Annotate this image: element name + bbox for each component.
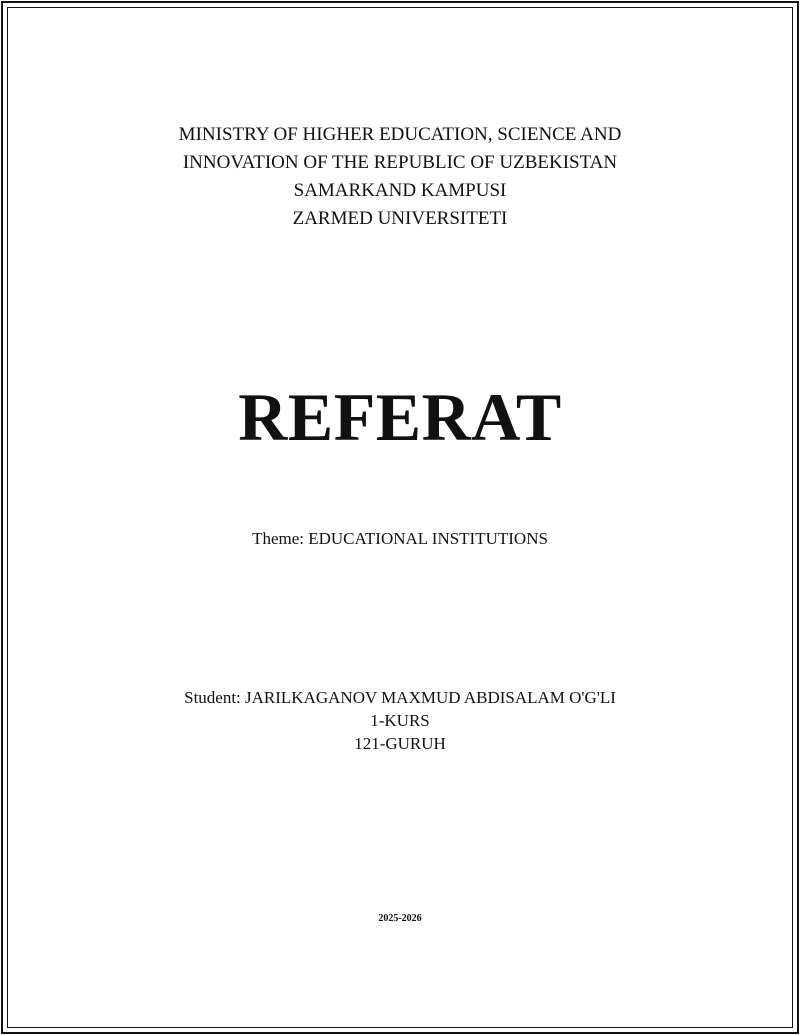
- academic-year: 2025-2026: [378, 913, 422, 924]
- institution-header: [0, 121, 800, 233]
- header-line-2: INNOVATION OF THE REPUBLIC OF UZBEKISTAN: [182, 152, 618, 173]
- student-name: Student: JARILKAGANOV MAXMUD ABDISALAM O'G'LI: [184, 688, 616, 707]
- student-group: 121-GURUH: [354, 734, 446, 753]
- header-line-4: ZARMED UNIVERSITETI: [292, 208, 508, 229]
- student-course: 1-KURS: [370, 711, 430, 730]
- header-line-3: SAMARKAND KAMPUSI: [293, 180, 507, 201]
- theme-line: Theme: EDUCATIONAL INSTITUTIONS: [252, 529, 548, 548]
- header-line-1: MINISTRY OF HIGHER EDUCATION, SCIENCE AND: [178, 124, 622, 145]
- student-info: [0, 686, 800, 755]
- document-title: REFERAT: [238, 379, 562, 455]
